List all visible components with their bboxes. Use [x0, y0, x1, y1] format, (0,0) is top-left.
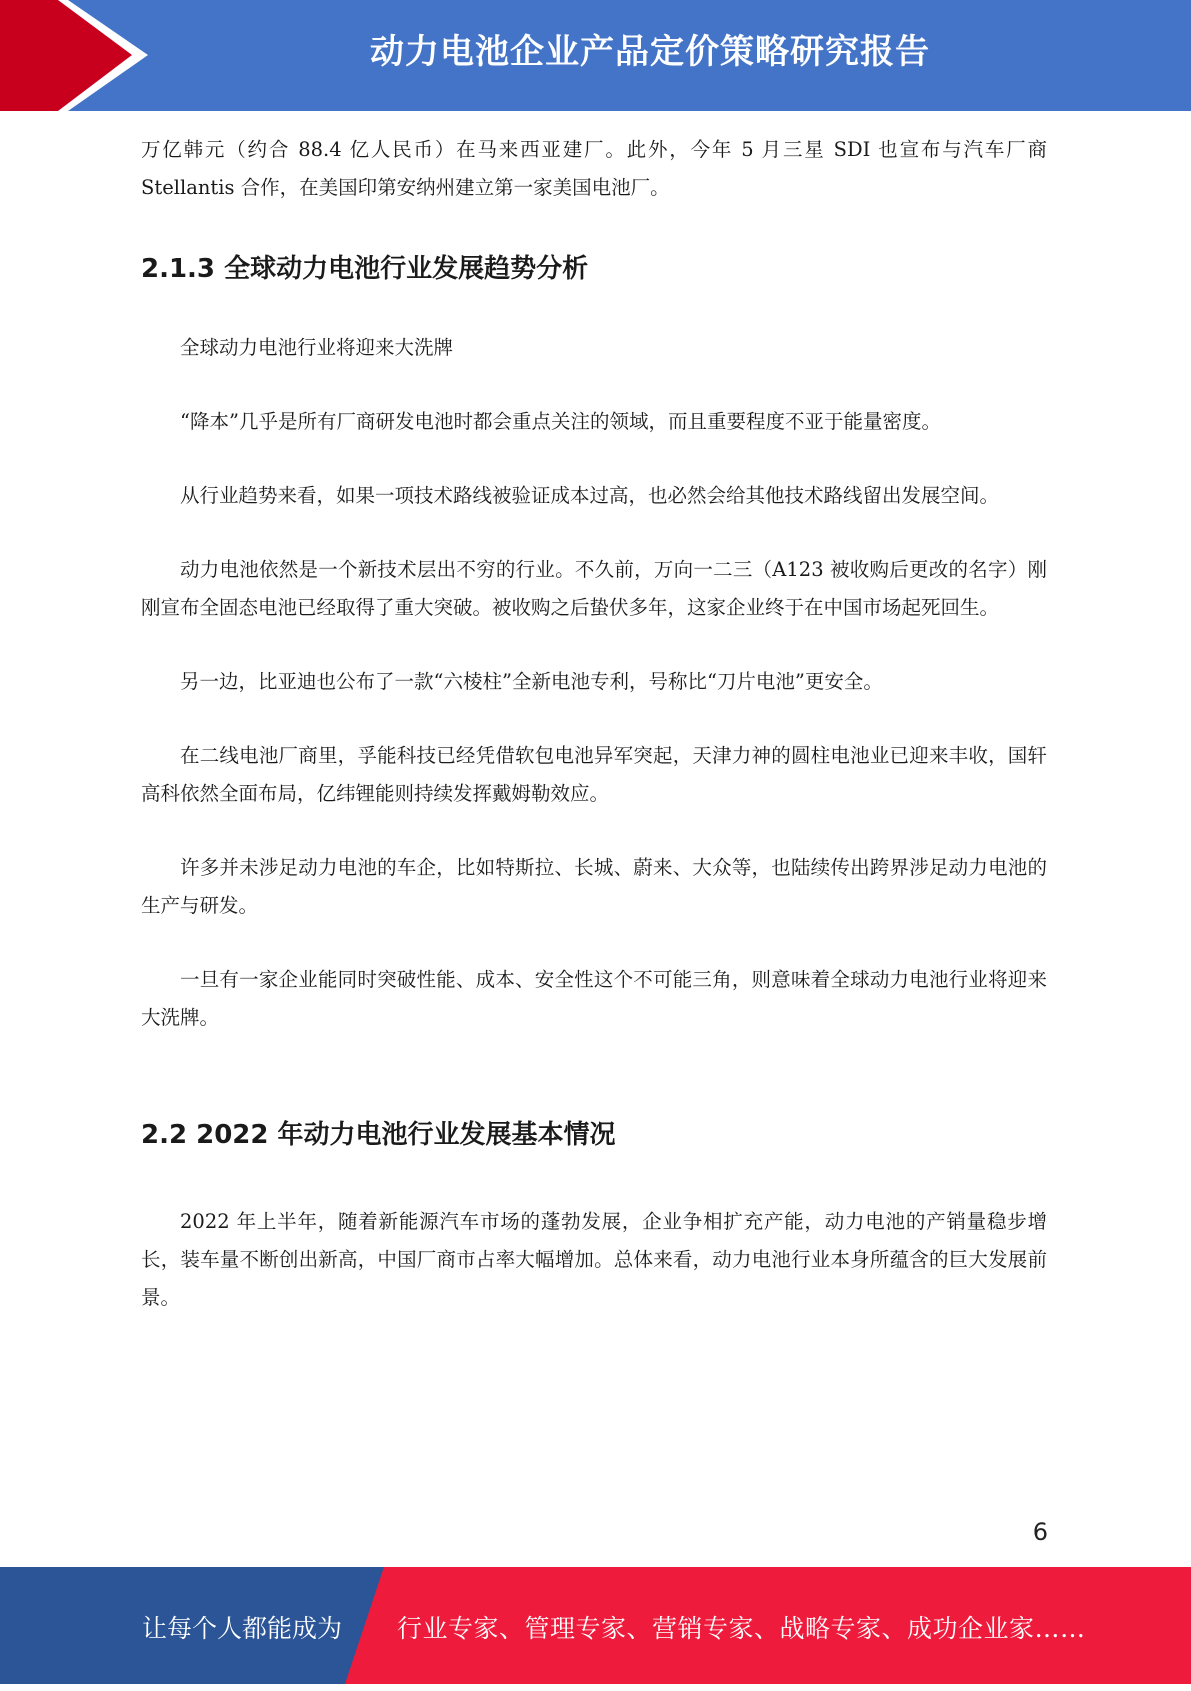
page-number: 6 — [1032, 1518, 1048, 1546]
paragraph: 另一边，比亚迪也公布了一款“六棱柱”全新电池专利，号称比“刀片电池”更安全。 — [180, 670, 883, 693]
paragraph: 动力电池依然是一个新技术层出不穷的行业。不久前，万向一二三（A123 被收购后更改的名字）刚刚宣布全固态电池已经取得了重大突破。被收购之后蛰伏多年，这家企业终于在中国市场起死回生。 — [141, 558, 1047, 619]
footer-slogan-right: 行业专家、管理专家、营销专家、战略专家、成功企业家…… — [397, 1614, 1086, 1643]
paragraph: 一旦有一家企业能同时突破性能、成本、安全性这个不可能三角，则意味着全球动力电池行业将迎来大洗牌。 — [141, 968, 1047, 1029]
header-banner — [0, 0, 1191, 111]
footer-banner — [0, 1567, 1191, 1684]
paragraph: 2022 年上半年，随着新能源汽车市场的蓬勃发展，企业争相扩充产能，动力电池的产销量稳步增长，装车量不断创出新高，中国厂商市占率大幅增加。总体来看，动力电池行业本身所蕴含的巨大发展前景。 — [141, 1210, 1047, 1309]
header-chevron-decoration — [0, 0, 160, 111]
paragraph: 许多并未涉足动力电池的车企，比如特斯拉、长城、蔚来、大众等，也陆续传出跨界涉足动力电池的生产与研发。 — [141, 856, 1047, 917]
paragraph: 在二线电池厂商里，孚能科技已经凭借软包电池异军突起，天津力神的圆柱电池业已迎来丰收，国轩高科依然全面布局，亿纬锂能则持续发挥戴姆勒效应。 — [141, 744, 1047, 805]
paragraph: 全球动力电池行业将迎来大洗牌 — [180, 336, 454, 359]
footer-slogan-left: 让每个人都能成为 — [142, 1614, 343, 1643]
paragraph: 从行业趋势来看，如果一项技术路线被验证成本过高，也必然会给其他技术路线留出发展空间。 — [180, 484, 1000, 507]
page-content — [141, 131, 1047, 1317]
section-heading-2-1-3: 2.1.3 全球动力电池行业发展趋势分析 — [141, 254, 589, 284]
report-title: 动力电池企业产品定价策略研究报告 — [370, 32, 930, 72]
continuation-paragraph: 万亿韩元（约合 88.4 亿人民币）在马来西亚建厂。此外，今年 5 月三星 SDI 也宣布与汽车厂商 Stellantis 合作，在美国印第安纳州建立第一家美国电池厂。 — [141, 138, 1047, 199]
section-heading-2-2: 2.2 2022 年动力电池行业发展基本情况 — [141, 1120, 616, 1150]
paragraph: “降本”几乎是所有厂商研发电池时都会重点关注的领域，而且重要程度不亚于能量密度。 — [180, 410, 941, 433]
